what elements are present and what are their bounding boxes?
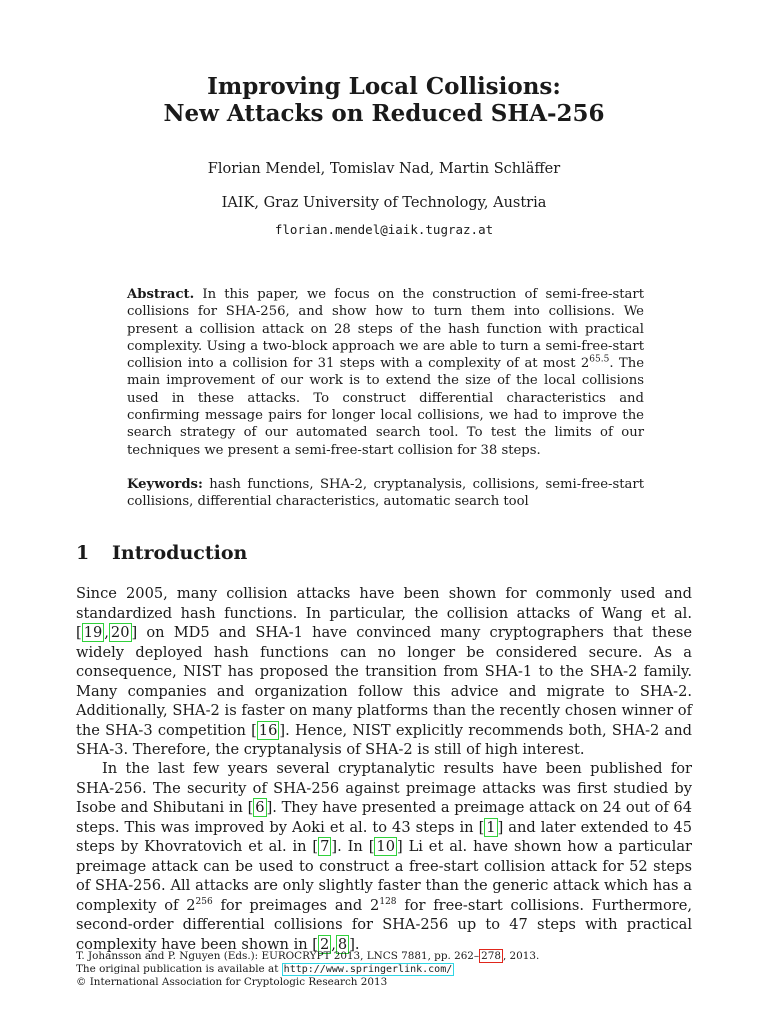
footer-citation-text: T. Johansson and P. Nguyen (Eds.): EUROCRYPT 2013, LNCS 7881, pp. 262– [76, 950, 480, 962]
citation-link[interactable]: 10 [376, 838, 395, 855]
citation-separator: , [331, 935, 336, 953]
para1-text-1: Since 2005, many collision attacks have been shown for commonly used and standardized hash functions. In particular, the collision attacks of Wang et al. [76, 585, 692, 622]
para1-text-3: . Hence, NIST explicitly recommends both, SHA-2 and SHA-3. Therefore, the cryptanalysis of SHA-2 is still of high interest. [76, 721, 692, 758]
footer-line-2 [76, 963, 692, 976]
abstract-text-a: In this paper, we focus on the construction of semi-free-start collisions for SHA-256, and show how to turn them into collisions. We present a collision attack on 28 steps of the hash function with practical complexity. Using a two-block approach we are able to turn a semi-free-start collision into a collision for 31 steps with a complexity of at most 2 [127, 287, 644, 372]
exponent-256: 256 [195, 896, 213, 907]
para2-text-1: In the last few years several cryptanalytic results have been published for SHA-256. The security of SHA-256 against preimage attacks was first studied by Isobe and Shibutani in [76, 760, 692, 816]
citation-separator: , [104, 624, 109, 641]
para2-text-7: for free-start collisions. Furthermore, second-order differential collisions for SHA-256 up to 47 steps with practical complexity have been shown in [76, 896, 693, 953]
intro-paragraph-1: Since 2005, many collision attacks have been shown for commonly used and standardized hash functions. In particular, the collision attacks of Wang et al. [ 19 , 20 ] on MD5 and SHA-1 have convinced many cryptographers that these widely deployed hash functions can no longer be considered secure. As a consequence, NIST has proposed the transition from SHA-1 to the SHA-2 family. Many companies and organization follow this advice and migrate to SHA-2. Additionally, SHA-2 is faster on many platforms than the recently chosen winner of the SHA-3 competition [ 16 ]. Hence, NIST explicitly recommends both, SHA-2 and SHA-3. Therefore, the cryptanalysis of SHA-2 is still of high interest. [76, 585, 692, 758]
para2-text-6: for preimages and 2 [212, 896, 380, 914]
citation-link[interactable]: 8 [337, 935, 348, 953]
para1-text-2: on MD5 and SHA-1 have convinced many cryptographers that these widely deployed hash functions can no longer be considered secure. As a consequence, NIST has proposed the transition from SHA-1 to the SHA-2 family. Many companies and organization follow this advice and migrate to SHA-2. Additionally, SHA-2 is faster on many platforms than the recently chosen winner of the SHA-3 competition [76, 624, 692, 739]
citation-link[interactable]: 7 [320, 838, 330, 855]
para2-text-8: . [354, 935, 360, 953]
footer-year: , 2013. [502, 950, 540, 962]
footer-line-3: © International Association for Cryptologic Research 2013 [76, 976, 388, 988]
exponent-128: 128 [379, 896, 397, 907]
abstract [127, 286, 644, 459]
keywords-label: Keywords: [127, 477, 203, 492]
section-number: 1 [76, 542, 90, 564]
keywords-text: hash functions, SHA-2, cryptanalysis, collisions, semi-free-start collisions, differential characteristics, automatic search tool [127, 477, 644, 510]
author-email[interactable]: florian.mendel@iaik.tugraz.at [274, 222, 494, 237]
footer-availability-text: The original publication is available at [76, 963, 282, 975]
citation-link[interactable]: 19 [83, 624, 103, 641]
para2-text-3: and later extended to 45 steps by Khovratovich et al. in [76, 818, 692, 855]
intro-paragraph-2: In the last few years several cryptanalytic results have been published for SHA-256. The security of SHA-256 against preimage attacks was first studied by Isobe and Shibutani in [ 6 ]. They have presented a preimage attack on 24 out of 64 steps. This was improved by Aoki et al. to 43 steps in [ 1 ] and later extended to 45 steps by Khovratovich et al. in [ 7 ]. In [ 10 ] Li et al. have shown how a particular preimage attack can be used to construct a free-start collision attack for 52 steps of SHA-256. All attacks are only slightly faster than the generic attack which has a complexity of $2^{256}$ for preimages and $2^{128}$ for free-start collisions. Furthermore, second-order differential collisions for SHA-256 up to 47 steps with practical complexity have been shown in [ 2 , 8 ]. [76, 760, 693, 953]
paper-title-line-1: Improving Local Collisions: [207, 73, 561, 100]
abstract-text-b: . The main improvement of our work is to extend the size of the local collisions used in these attacks. To construct differential characteristics and confirming message pairs for longer local collisions, we had to improve the search strategy of our automated search tool. To test the limits of our techniques we present a semi-free-start collision for 38 steps. [127, 356, 644, 458]
footer-line-1 [76, 950, 692, 963]
citation-link[interactable]: 20 [110, 624, 130, 641]
para2-text-2: . They have presented a preimage attack on 24 out of 64 steps. This was improved by Aoki et al. to 43 steps in [76, 799, 692, 836]
springerlink-url[interactable]: http://www.springerlink.com/ [283, 964, 453, 975]
abstract-label: Abstract. [127, 287, 195, 302]
last-page-link[interactable]: 278 [481, 950, 501, 962]
paper-title-line-2: New Attacks on Reduced SHA-256 [163, 100, 605, 127]
citation-link[interactable]: 6 [255, 799, 265, 816]
publication-footer [76, 950, 692, 989]
keywords [127, 476, 644, 511]
section-title: Introduction [112, 542, 248, 564]
citation-link[interactable]: 16 [258, 721, 278, 739]
citation-link[interactable]: 1 [486, 818, 496, 836]
abstract-exponent: 65.5 [589, 354, 610, 365]
section-heading [76, 542, 247, 564]
para2-text-5: Li et al. have shown how a particular preimage attack can be used to construct a free-start collision attack for 52 steps of SHA-256. All attacks are only slightly faster than the generic attack which has a complexity of 2 [76, 838, 692, 914]
citation-link[interactable]: 2 [319, 935, 330, 953]
author-list: Florian Mendel, Tomislav Nad, Martin Schläffer [207, 161, 561, 177]
affiliation: IAIK, Graz University of Technology, Austria [221, 195, 547, 211]
para2-text-4: . In [337, 838, 369, 855]
